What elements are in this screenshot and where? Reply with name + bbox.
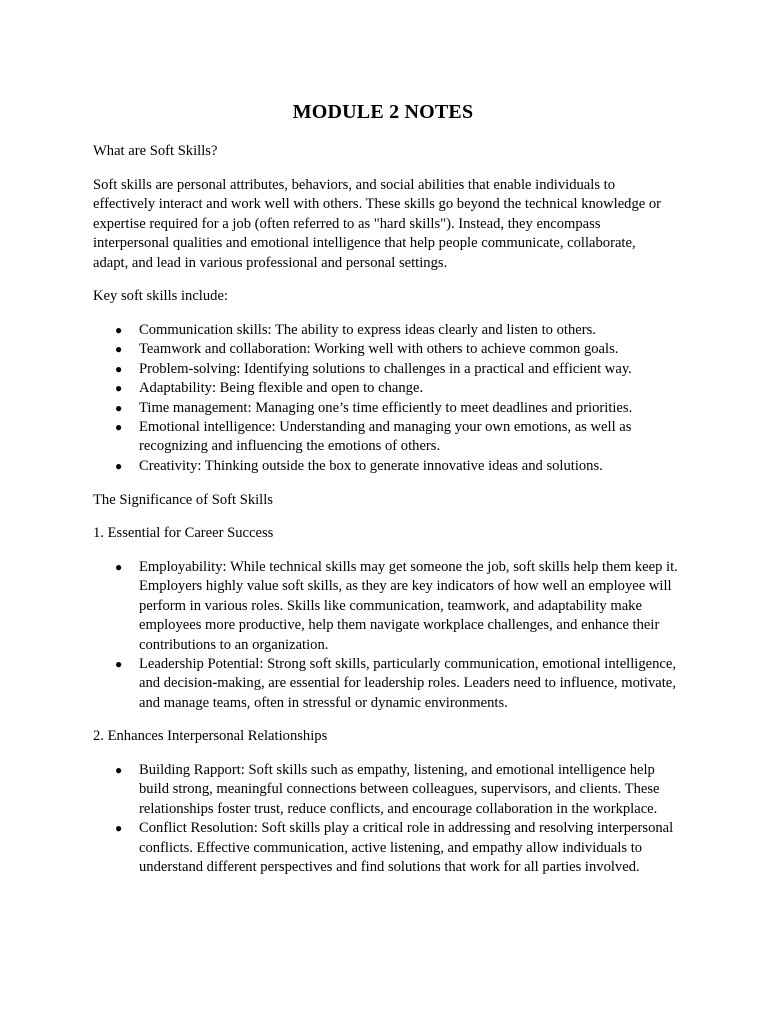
section1-heading: 1. Essential for Career Success (93, 525, 274, 541)
intro-paragraph: Soft skills are personal attributes, behaviors, and social abilities that enable individuals to effectively interact and work well with others. These skills go beyond the technical knowledge or expertise required for a job (often referred to as "hard skills"). Instead, they encompass interpersonal qualities and emotional intelligence that help people communicate, collaborate, adapt, and lead in various professional and personal settings. (93, 177, 662, 271)
bullet-icon: ● (115, 821, 123, 836)
list-item: ● Teamwork and collaboration: Working well with others to achieve common goals. (93, 340, 683, 359)
bullet-icon: ● (115, 458, 123, 473)
section1-list (93, 558, 683, 713)
list-item: ● Leadership Potential: Strong soft skills, particularly communication, emotional intelligence, and decision-making, are essential for leadership roles. Leaders need to influence, motivate, and manage teams, often in stressful or dynamic environments. (115, 656, 677, 711)
list-item: ● Communication skills: The ability to express ideas clearly and listen to others. (93, 321, 683, 340)
page-title: MODULE 2 NOTES (292, 101, 474, 123)
list-item: ● Creativity: Thinking outside the box to generate innovative ideas and solutions. (93, 457, 683, 476)
list-item: ● Conflict Resolution: Soft skills play a critical role in addressing and resolving interpersonal conflicts. Effective communication, active listening, and empathy allow individuals to understand different perspectives and find solutions that work for all parties involved. (115, 820, 674, 876)
bullet-icon: ● (115, 400, 123, 415)
list-item: ● Time management: Managing one’s time efficiently to meet deadlines and priorities. (93, 399, 683, 418)
bullet-icon: ● (115, 657, 123, 672)
bullet-icon: ● (115, 420, 123, 435)
section2-list (93, 761, 683, 877)
key-skills-list (93, 321, 683, 476)
list-item: ● Adaptability: Being flexible and open to change. (93, 379, 683, 398)
bullet-icon: ● (115, 560, 123, 574)
bullet-icon: ● (115, 323, 123, 337)
significance-heading: The Significance of Soft Skills (93, 492, 273, 508)
list-item: ● Building Rapport: Soft skills such as empathy, listening, and emotional intelligence help build strong, meaningful connections between colleagues, supervisors, and clients. These relationships foster trust, reduce conflicts, and encourage collaboration in the workplace. (115, 762, 660, 817)
bullet-icon: ● (115, 342, 123, 357)
section2-heading: 2. Enhances Interpersonal Relationships (93, 728, 328, 744)
key-skills-heading: Key soft skills include: (93, 288, 228, 304)
bullet-icon: ● (115, 763, 123, 777)
list-item: ● Employability: While technical skills may get someone the job, soft skills help them keep it. Employers highly value soft skills, as they are key indicators of how well an employee will perform in various roles. Skills like communication, teamwork, and adaptability make employees more productive, help them navigate workplace challenges, and enhance their contributions to an organization. (115, 559, 678, 653)
bullet-icon: ● (115, 381, 123, 396)
question-heading: What are Soft Skills? (93, 143, 218, 159)
list-item: ● Problem-solving: Identifying solutions to challenges in a practical and efficient way. (93, 360, 683, 379)
bullet-icon: ● (115, 361, 123, 376)
list-item: ● Emotional intelligence: Understanding and managing your own emotions, as well as recognizing and influencing the emotions of others. (115, 419, 632, 455)
